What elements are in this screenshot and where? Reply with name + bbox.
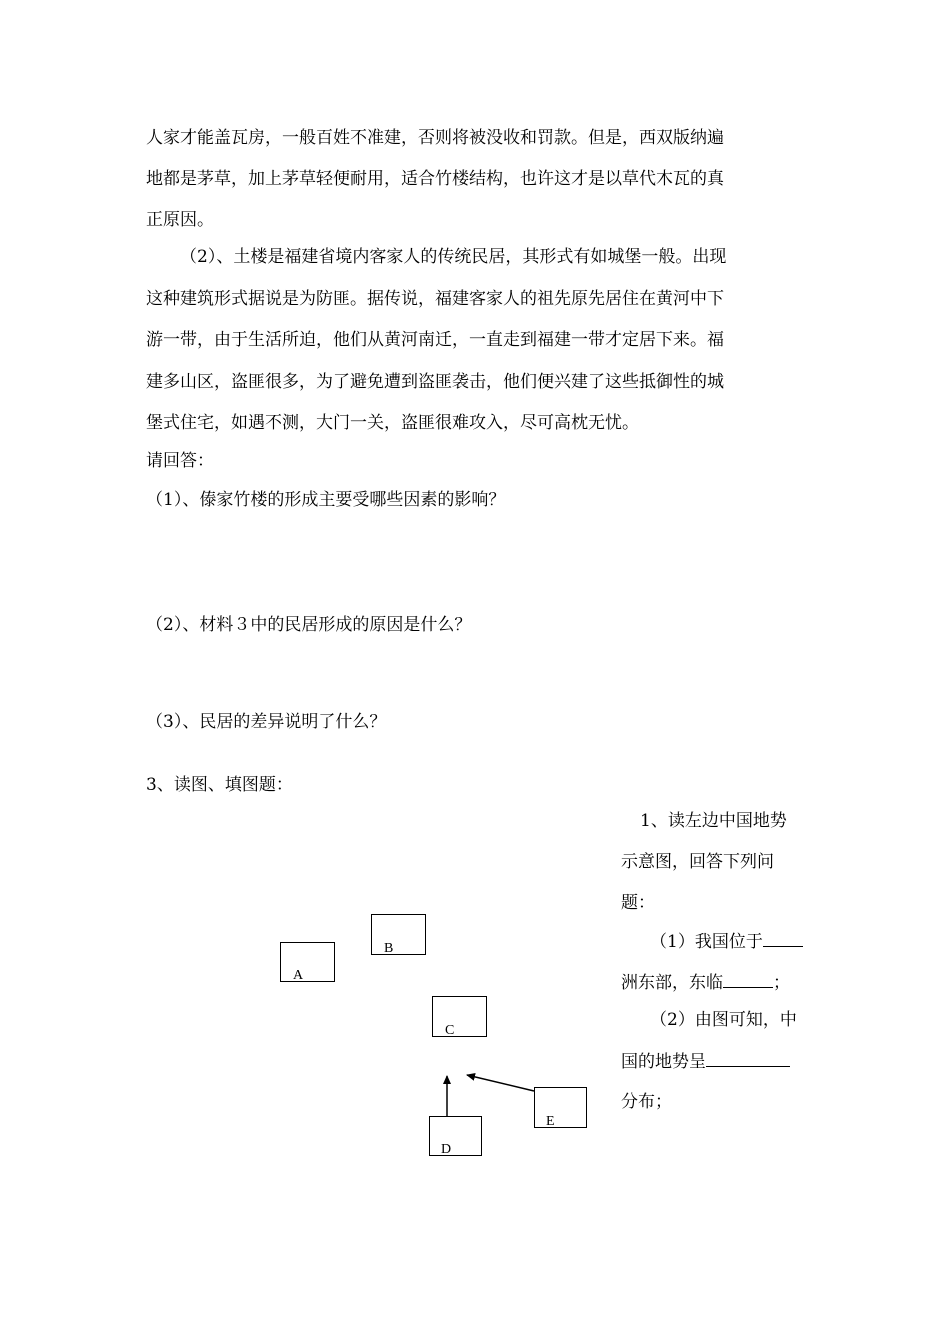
box-b bbox=[371, 914, 426, 955]
side-text-line: 分布； bbox=[621, 1092, 672, 1112]
blank-terrain[interactable] bbox=[706, 1050, 790, 1067]
side-text-q1: （1）我国位于 bbox=[650, 932, 763, 952]
blank-ocean[interactable] bbox=[723, 971, 773, 988]
paragraph-line: 正原因。 bbox=[146, 210, 214, 230]
side-text-line: 1、读左边中国地势 bbox=[640, 811, 787, 831]
paragraph-line: 建多山区，盗匪很多，为了避免遭到盗匪袭击，他们便兴建了这些抵御性的城 bbox=[146, 372, 724, 392]
side-text-line: 示意图，回答下列问 bbox=[621, 852, 774, 872]
box-d bbox=[429, 1116, 482, 1156]
question-1: （1）、傣家竹楼的形成主要受哪些因素的影响？ bbox=[146, 490, 506, 510]
paragraph-line: （2）、土楼是福建省境内客家人的传统民居，其形式有如城堡一般。出现 bbox=[180, 247, 727, 267]
paragraph-line: 地都是茅草，加上茅草轻便耐用，适合竹楼结构，也许这才是以草代木瓦的真 bbox=[146, 169, 724, 189]
side-text-semicolon: ； bbox=[773, 973, 790, 993]
label-c: C bbox=[445, 1023, 455, 1038]
box-a bbox=[280, 942, 335, 982]
paragraph-line: 游一带，由于生活所迫，他们从黄河南迁，一直走到福建一带才定居下来。福 bbox=[146, 330, 724, 350]
label-e: E bbox=[546, 1114, 555, 1129]
side-text-east: 洲东部，东临 bbox=[621, 973, 723, 993]
label-a: A bbox=[293, 968, 304, 983]
paragraph-line: 堡式住宅，如遇不测，大门一关，盗匪很难攻入，尽可高枕无忧。 bbox=[146, 413, 639, 433]
label-d: D bbox=[441, 1142, 452, 1157]
label-b: B bbox=[384, 941, 394, 956]
questions-prompt: 请回答： bbox=[146, 451, 214, 471]
section-3-title: 3、读图、填图题： bbox=[146, 775, 293, 795]
box-e bbox=[534, 1087, 587, 1128]
question-2: （2）、材料３中的民居形成的原因是什么？ bbox=[146, 615, 472, 635]
paragraph-line: 这种建筑形式据说是为防匪。据传说，福建客家人的祖先原先居住在黄河中下 bbox=[146, 289, 724, 309]
side-text-line bbox=[621, 1050, 790, 1073]
blank-continent[interactable] bbox=[763, 930, 803, 947]
paragraph-line: 人家才能盖瓦房，一般百姓不准建，否则将被没收和罚款。但是，西双版纳遍 bbox=[146, 128, 724, 148]
box-c bbox=[432, 996, 487, 1037]
side-text-terrain: 国的地势呈 bbox=[621, 1052, 706, 1072]
side-text-line: 题： bbox=[621, 893, 655, 913]
side-text-line bbox=[650, 930, 803, 953]
side-text-line bbox=[621, 971, 790, 994]
side-text-line: （2）由图可知，中 bbox=[650, 1010, 797, 1030]
arrow-e-to-c bbox=[467, 1075, 534, 1091]
question-3: （3）、民居的差异说明了什么？ bbox=[146, 712, 387, 732]
